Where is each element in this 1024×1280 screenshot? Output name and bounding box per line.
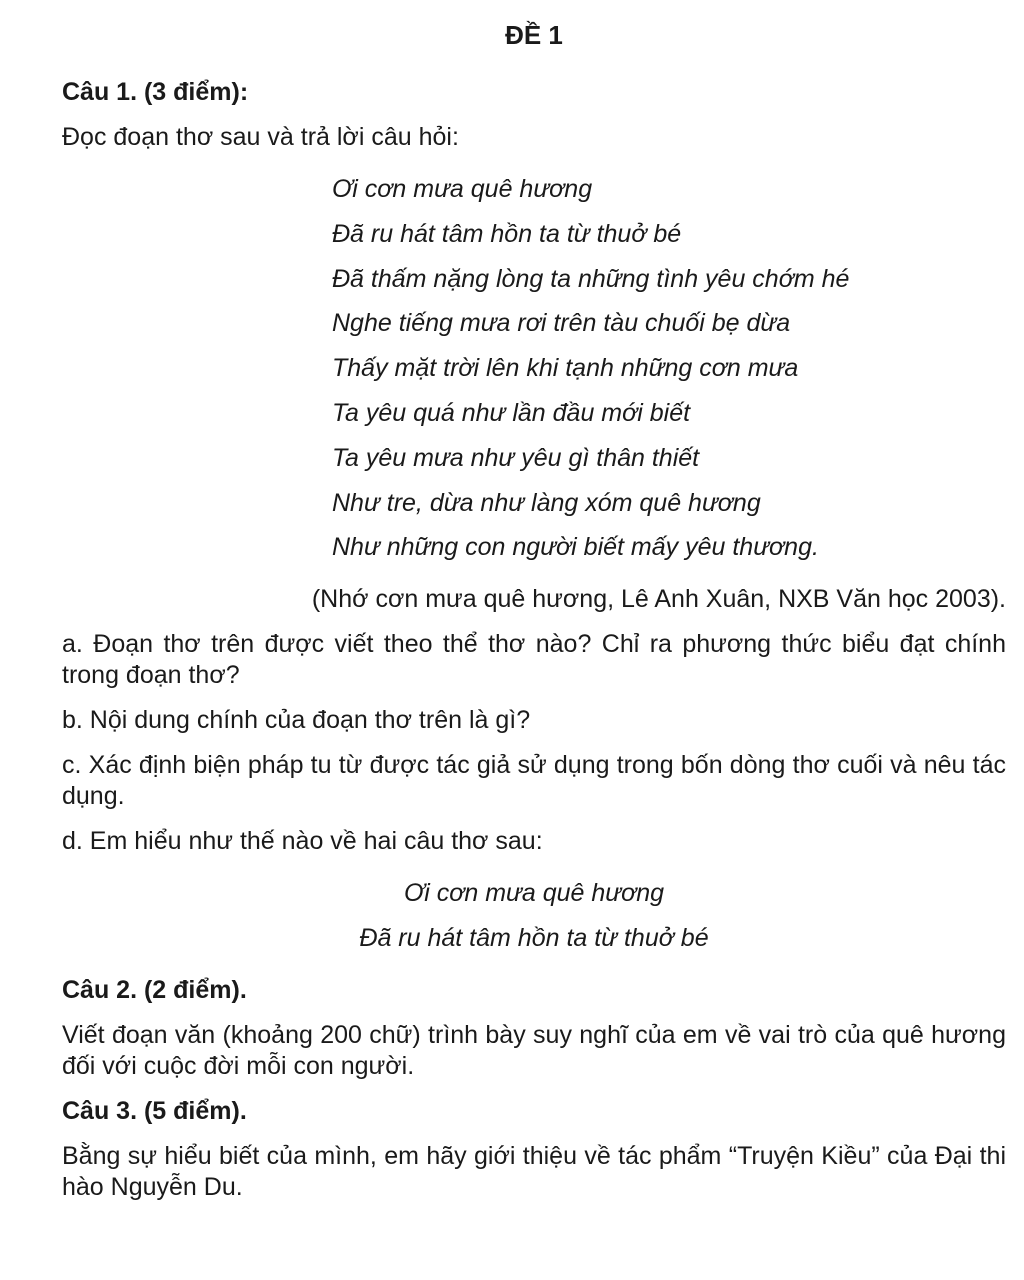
question-3-heading: Câu 3. (5 điểm). bbox=[62, 1096, 247, 1125]
question-3-text: Bằng sự hiểu biết của mình, em hãy giới thiệu về tác phẩm “Truyện Kiều” của Đại thi hào Nguyễn Du. bbox=[62, 1141, 1006, 1201]
poem-line: Đã ru hát tâm hồn ta từ thuở bé bbox=[332, 219, 682, 248]
question-1-instruction: Đọc đoạn thơ sau và trả lời câu hỏi: bbox=[62, 123, 459, 151]
poem-line: Như những con người biết mấy yêu thương. bbox=[332, 533, 819, 562]
question-1-heading: Câu 1. (3 điểm): bbox=[62, 78, 249, 106]
poem-line: Nghe tiếng mưa rơi trên tàu chuối bẹ dừa bbox=[332, 309, 791, 338]
question-2-heading: Câu 2. (2 điểm). bbox=[62, 975, 247, 1004]
poem-line: Ơi cơn mưa quê hương bbox=[332, 175, 593, 203]
exam-document bbox=[62, 18, 1006, 1217]
question-1a: a. Đoạn thơ trên được viết theo thể thơ nào? Chỉ ra phương thức biểu đạt chính trong đoạn thơ? bbox=[62, 630, 1006, 690]
poem-line: Như tre, dừa như làng xóm quê hương bbox=[332, 488, 761, 517]
poem-source: (Nhớ cơn mưa quê hương, Lê Anh Xuân, NXB Văn học 2003). bbox=[311, 585, 1006, 614]
poem-line: Ta yêu quá như lần đầu mới biết bbox=[332, 398, 691, 427]
poem-line: Ta yêu mưa như yêu gì thân thiết bbox=[332, 443, 700, 472]
exam-title: ĐỀ 1 bbox=[505, 20, 563, 50]
poem-line: Đã thấm nặng lòng ta những tình yêu chớm hé bbox=[332, 264, 850, 293]
poem-line: Thấy mặt trời lên khi tạnh những cơn mưa bbox=[332, 354, 799, 383]
quoted-couplet bbox=[62, 871, 1006, 961]
question-1c: c. Xác định biện pháp tu từ được tác giả sử dụng trong bốn dòng thơ cuối và nêu tác dụng. bbox=[62, 751, 1006, 811]
couplet-line: Đã ru hát tâm hồn ta từ thuở bé bbox=[359, 923, 709, 952]
question-2-text: Viết đoạn văn (khoảng 200 chữ) trình bày suy nghĩ của em về vai trò của quê hương đối với cuộc đời mỗi con người. bbox=[62, 1020, 1006, 1080]
poem-excerpt bbox=[332, 167, 1006, 570]
question-1b: b. Nội dung chính của đoạn thơ trên là gì? bbox=[62, 706, 531, 735]
couplet-line: Ơi cơn mưa quê hương bbox=[403, 879, 665, 908]
question-1d: d. Em hiểu như thế nào về hai câu thơ sau: bbox=[62, 827, 543, 856]
